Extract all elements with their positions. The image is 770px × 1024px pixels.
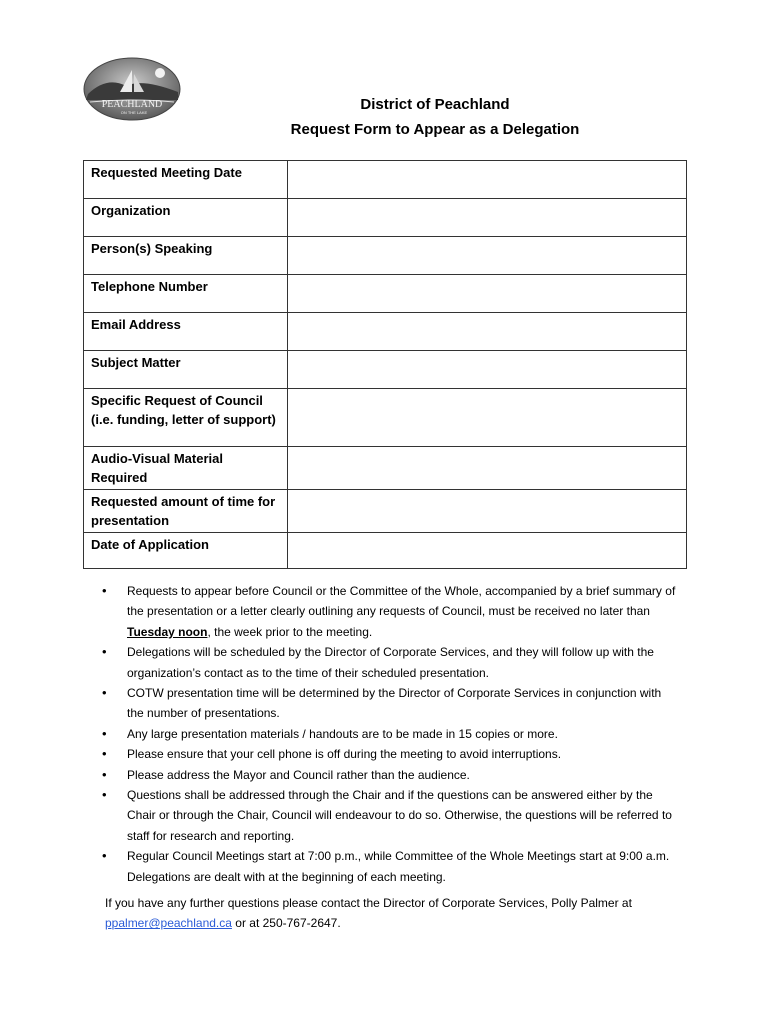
field-label: Person(s) Speaking (84, 237, 288, 275)
table-row (84, 533, 687, 569)
field-label: Telephone Number (84, 275, 288, 313)
subject-matter-field[interactable] (288, 351, 687, 389)
list-item: • Questions shall be addressed through the Chair and if the questions can be answered either by the Chair or through the Chair, Council will endeavour to do so. Otherwise, the questions will be referred to staff for research and reporting. (98, 785, 678, 846)
delegation-form-table (83, 160, 687, 569)
table-row (84, 447, 687, 490)
email-link[interactable]: ppalmer@peachland.ca (105, 916, 232, 931)
svg-text:PEACHLAND: PEACHLAND (101, 99, 163, 110)
email-address-field[interactable] (288, 313, 687, 351)
presentation-time-field[interactable] (288, 490, 687, 533)
field-label: Date of Application (84, 533, 288, 569)
table-row (84, 275, 687, 313)
svg-text:ON THE LAKE: ON THE LAKE (120, 110, 148, 115)
table-row (84, 490, 687, 533)
field-label: Organization (84, 199, 288, 237)
specific-request-field[interactable] (288, 389, 687, 447)
audio-visual-field[interactable] (288, 447, 687, 490)
date-of-application-field[interactable] (288, 533, 687, 569)
field-label: Requested Meeting Date (84, 161, 288, 199)
contact-paragraph: If you have any further questions please contact the Director of Corporate Services, Polly Palmer at ppalmer@peachland.ca or at 250-767-2647. (105, 896, 632, 931)
field-label: Specific Request of Council (i.e. funding, letter of support) (84, 389, 288, 447)
list-item: • Requests to appear before Council or the Committee of the Whole, accompanied by a brief summary of the presentation or a letter clearly outlining any requests of Council, must be received no later than Tuesday noon, the week prior to the meeting. (98, 581, 678, 642)
list-item: • Please address the Mayor and Council rather than the audience. (98, 765, 678, 785)
field-label: Requested amount of time for presentation (84, 490, 288, 533)
instructions-list (98, 581, 678, 887)
telephone-number-field[interactable] (288, 275, 687, 313)
table-row (84, 313, 687, 351)
table-row (84, 199, 687, 237)
requested-meeting-date-field[interactable] (288, 161, 687, 199)
list-item: • Any large presentation materials / handouts are to be made in 15 copies or more. (98, 724, 678, 744)
table-row (84, 389, 687, 447)
field-label: Audio-Visual Material Required (84, 447, 288, 490)
field-label: Subject Matter (84, 351, 288, 389)
field-label: Email Address (84, 313, 288, 351)
organization-field[interactable] (288, 199, 687, 237)
page-subtitle: Request Form to Appear as a Delegation (290, 121, 580, 138)
list-item: • Please ensure that your cell phone is off during the meeting to avoid interruptions. (98, 744, 678, 764)
deadline-emphasis: Tuesday noon (127, 624, 208, 639)
list-item: • Delegations will be scheduled by the Director of Corporate Services, and they will follow up with the organization’s contact as to the time of their scheduled presentation. (98, 642, 678, 683)
table-row (84, 351, 687, 389)
list-item: • Regular Council Meetings start at 7:00 p.m., while Committee of the Whole Meetings start at 9:00 a.m. Delegations are dealt with at the beginning of each meeting. (98, 846, 678, 887)
list-item: • COTW presentation time will be determined by the Director of Corporate Services in conjunction with the number of presentations. (98, 683, 678, 724)
page-title: District of Peachland (360, 96, 510, 113)
persons-speaking-field[interactable] (288, 237, 687, 275)
table-row (84, 161, 687, 199)
table-row (84, 237, 687, 275)
